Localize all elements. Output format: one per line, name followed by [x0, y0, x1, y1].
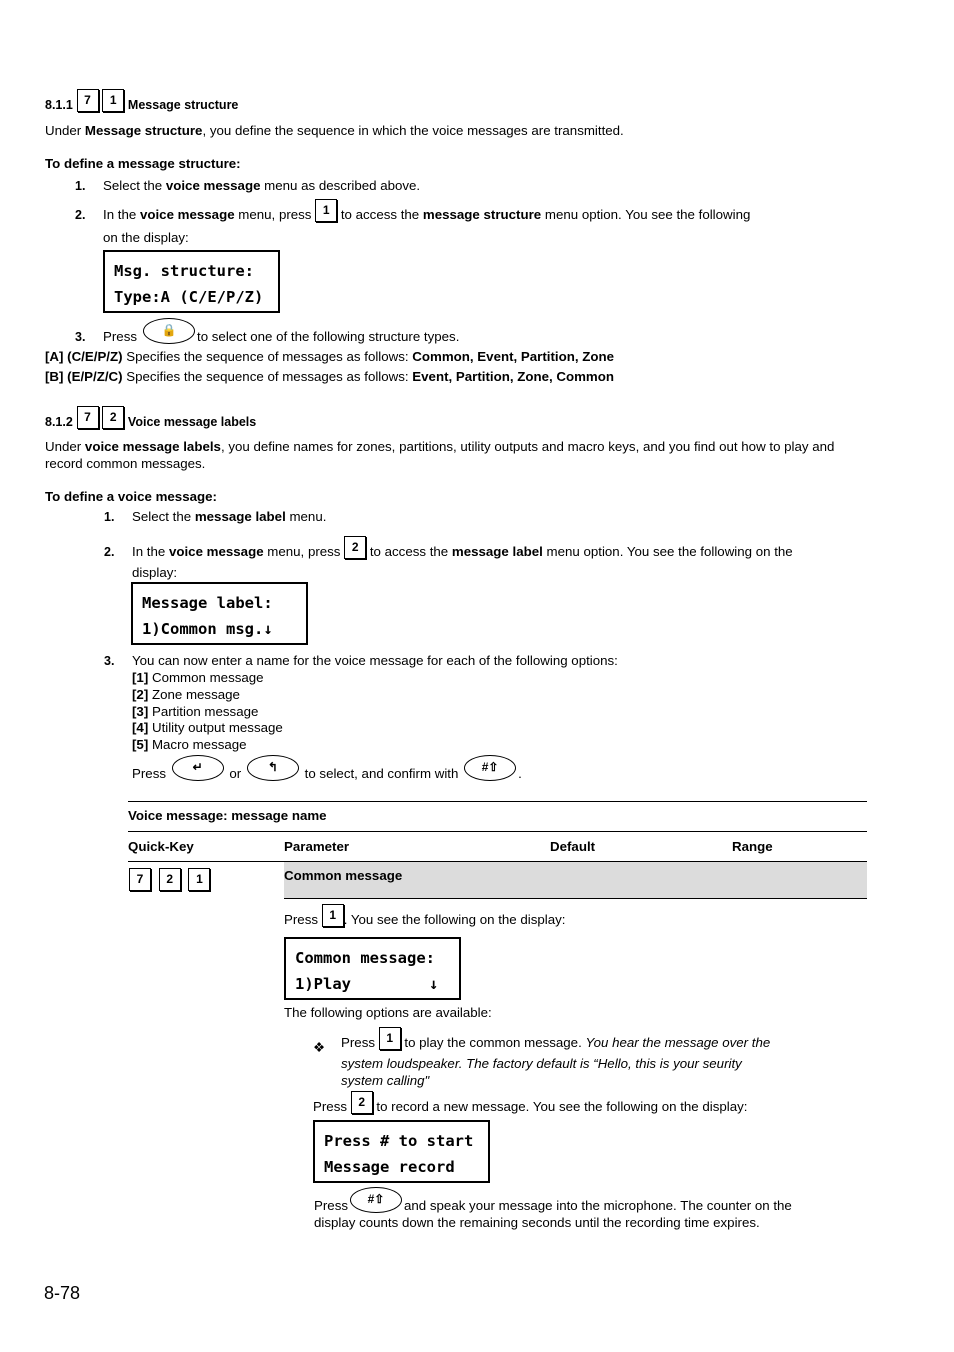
header-parameter: Parameter: [284, 839, 350, 854]
hash-key-icon: #⇧: [350, 1187, 402, 1213]
arrow-down-icon: ↓: [263, 620, 273, 638]
press-1-line: Press 1 . You see the following on the display:: [284, 904, 565, 927]
section-8-1-2-heading: [45, 406, 256, 429]
options-list: [132, 670, 283, 754]
procedure-heading: To define a message structure:: [45, 156, 241, 171]
section-intro-continued: record common messages.: [45, 456, 206, 471]
row-title-common-message: Common message: [284, 868, 403, 883]
key-2: 2: [344, 536, 366, 559]
key-2: 2: [351, 1091, 373, 1114]
header-range: Range: [732, 839, 773, 854]
record-option-line: Press 2 to record a new message. You see the following on the display:: [313, 1091, 747, 1114]
option-item: [1] Common message: [132, 670, 264, 685]
speak-message-line: Press #⇧ and speak your message into the microphone. The counter on the: [314, 1187, 792, 1213]
lcd-display-record: Press # to start Message record: [313, 1120, 490, 1183]
section-intro: Under voice message labels, you define names for zones, partitions, utility outputs and macro keys, and you find out how to play and: [45, 439, 835, 454]
lcd-display-msg-structure: Msg. structure: Type:A (C/E/P/Z): [103, 250, 280, 313]
key-1: 1: [102, 89, 124, 112]
header-default: Default: [550, 839, 596, 854]
option-item: [2] Zone message: [132, 686, 240, 702]
row-header-rule: [284, 898, 867, 899]
option-item: [5] Macro message: [132, 737, 247, 753]
page-number: 8-78: [44, 1283, 81, 1303]
back-key-icon: ↰: [247, 755, 299, 781]
arrow-down-icon: ↓: [429, 975, 439, 993]
step-2: 2. In the voice message menu, press 1 to access the message structure menu option. You see the following: [75, 199, 750, 222]
table-header-rule: [128, 831, 867, 832]
lcd-display-message-label: Message label: 1)Common msg.↓: [131, 582, 308, 645]
key-1: 1: [322, 904, 344, 927]
key-2: 2: [102, 406, 124, 429]
speak-message-continued: display counts down the remaining seconds until the recording time expires.: [314, 1215, 760, 1230]
hash-key-icon: #⇧: [464, 755, 516, 781]
bullet-icon: ❖: [313, 1040, 325, 1055]
type-a-line: [A] (C/E/P/Z) Specifies the sequence of messages as follows: Common, Event, Partition, Zone: [45, 349, 614, 364]
key-1: 1: [188, 868, 210, 891]
step-2-continued: display:: [132, 565, 178, 580]
type-b-line: [B] (E/P/Z/C) Specifies the sequence of messages as follows: Event, Partition, Zone, Common: [45, 369, 614, 384]
step-1: 1. Select the voice message menu as described above.: [75, 178, 421, 193]
section-intro: Under Message structure, you define the sequence in which the voice messages are transmitted.: [45, 123, 624, 138]
header-quick-key: Quick-Key: [128, 839, 194, 854]
section-title: Message structure: [127, 98, 239, 112]
step-3: 3. Press 🔒 to select one of the following structure types.: [75, 318, 459, 344]
quick-key-sequence: [129, 868, 210, 891]
procedure-heading: To define a voice message:: [45, 489, 217, 504]
step-2-continued: on the display:: [103, 230, 189, 245]
enter-key-icon: ↵: [172, 755, 224, 781]
table-title: Voice message: message name: [128, 808, 327, 823]
section-8-1-1-heading: [45, 89, 238, 112]
lcd-display-common-message: Common message: 1)Play ↓: [284, 937, 461, 1000]
play-option-continued-2: system calling": [341, 1073, 430, 1088]
lock-key-icon: 🔒: [143, 318, 195, 344]
section-title: Voice message labels: [127, 415, 257, 429]
press-select-line: Press ↵ or ↰ to select, and confirm with #⇧ .: [132, 755, 522, 781]
available-options-text: The following options are available:: [284, 1005, 492, 1020]
option-item: [3] Partition message: [132, 703, 259, 719]
step-2: 2. In the voice message menu, press 2 to access the message label menu option. You see the following on the: [104, 536, 793, 559]
key-1: 1: [315, 199, 337, 222]
option-item: [4] Utility output message: [132, 720, 283, 736]
play-option-line: Press 1 to play the common message. You hear the message over the: [341, 1027, 770, 1050]
key-1: 1: [379, 1027, 401, 1050]
step-3: 3. You can now enter a name for the voice message for each of the following options:: [104, 653, 618, 668]
play-option-continued: system loudspeaker. The factory default is “Hello, this is your seurity: [341, 1056, 742, 1071]
section-number: 8.1.2: [45, 415, 73, 429]
step-1: 1. Select the message label menu.: [104, 509, 327, 524]
key-7: 7: [77, 406, 99, 429]
table-top-rule: [128, 801, 867, 802]
key-2: 2: [159, 868, 181, 891]
key-7: 7: [129, 868, 151, 891]
section-number: 8.1.1: [45, 98, 73, 112]
key-7: 7: [77, 89, 99, 112]
